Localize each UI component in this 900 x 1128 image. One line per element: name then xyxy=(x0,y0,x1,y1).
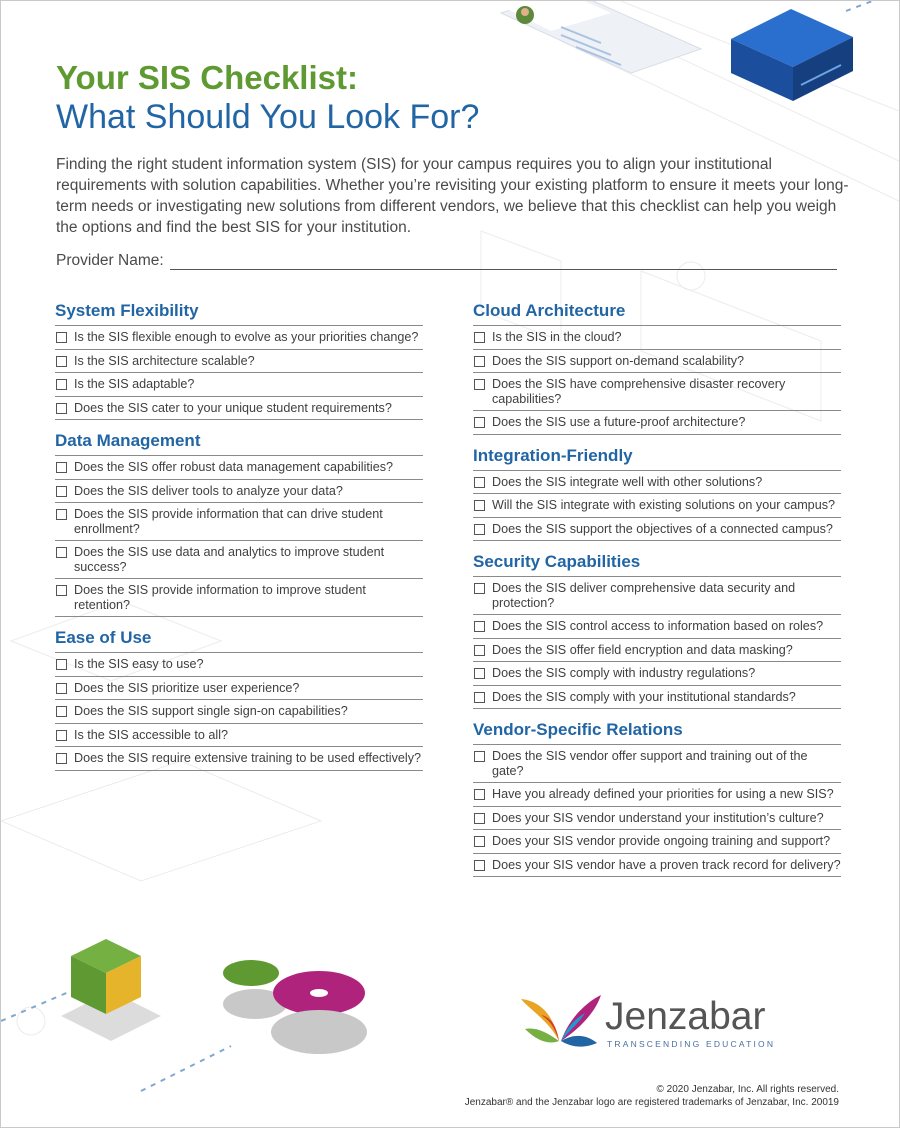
checkbox[interactable] xyxy=(474,332,485,343)
checklist-question: Does the SIS comply with your institutional standards? xyxy=(492,689,796,704)
checkbox[interactable] xyxy=(56,486,67,497)
checkbox[interactable] xyxy=(56,403,67,414)
intro-paragraph: Finding the right student information system (SIS) for your campus requires you to align your institutional requirements with solution capabilities. Whether you’re revisiting your existing platform to ensure it meets your long-term needs or investigating new solutions from different vendors, we believe that this checklist can help you weigh the options and find the best SIS for your institution. xyxy=(56,156,849,236)
checklist-question: Does the SIS use data and analytics to improve student success? xyxy=(74,545,385,574)
provider-name-field[interactable] xyxy=(170,255,837,270)
checkbox[interactable] xyxy=(56,706,67,717)
checklist-question: Does the SIS support the objectives of a connected campus? xyxy=(492,521,833,536)
brand-name: Jenzabar xyxy=(605,995,766,1038)
title-line-1: Your SIS Checklist: xyxy=(56,59,358,96)
gears-illustration xyxy=(223,960,367,1054)
checklist-item xyxy=(55,350,423,374)
checkbox[interactable] xyxy=(56,683,67,694)
checkbox[interactable] xyxy=(474,789,485,800)
checklist-item xyxy=(473,807,841,831)
checkbox[interactable] xyxy=(56,332,67,343)
checklist-question: Is the SIS accessible to all? xyxy=(74,727,229,742)
checkbox[interactable] xyxy=(474,692,485,703)
checklist-section xyxy=(55,300,423,420)
section-heading: Ease of Use xyxy=(55,627,423,653)
checklist-question: Does the SIS integrate well with other solutions? xyxy=(492,474,763,489)
cube-illustration xyxy=(61,939,161,1041)
checklist-item xyxy=(473,494,841,518)
checklist-question: Does the SIS cater to your unique student requirements? xyxy=(74,400,392,415)
checkbox[interactable] xyxy=(474,751,485,762)
checkbox[interactable] xyxy=(56,509,67,520)
section-heading: Cloud Architecture xyxy=(473,300,841,326)
brand-tagline: TRANSCENDING EDUCATION xyxy=(607,1039,776,1049)
checklist-item xyxy=(473,639,841,663)
checklist-section xyxy=(55,430,423,617)
checklist-question: Does your SIS vendor have a proven track record for delivery? xyxy=(492,857,841,872)
checklist-item xyxy=(55,579,423,617)
checkbox[interactable] xyxy=(474,860,485,871)
checklist-item xyxy=(55,653,423,677)
checklist-question: Have you already defined your priorities for using a new SIS? xyxy=(492,787,834,801)
checkbox[interactable] xyxy=(474,668,485,679)
checkbox[interactable] xyxy=(56,753,67,764)
checklist-item xyxy=(473,783,841,807)
section-heading: System Flexibility xyxy=(55,300,423,326)
checklist-question: Does the SIS support single sign-on capabilities? xyxy=(74,704,348,718)
checkbox[interactable] xyxy=(56,356,67,367)
checklist-item xyxy=(473,686,841,710)
checklist-question: Will the SIS integrate with existing solutions on your campus? xyxy=(492,498,835,512)
checklist-question: Does the SIS support on-demand scalability? xyxy=(492,353,745,368)
checklist-item xyxy=(55,456,423,480)
section-heading: Vendor-Specific Relations xyxy=(473,719,841,745)
checklist-section xyxy=(55,627,423,771)
checkbox[interactable] xyxy=(474,500,485,511)
checklist-item xyxy=(55,480,423,504)
checkbox[interactable] xyxy=(56,547,67,558)
checklist-question: Is the SIS easy to use? xyxy=(74,657,204,671)
checkbox[interactable] xyxy=(56,659,67,670)
checklist-item xyxy=(473,615,841,639)
right-column xyxy=(473,300,841,887)
checklist-question: Does the SIS provide information to improve student retention? xyxy=(74,583,366,612)
checklist-item xyxy=(55,677,423,701)
checkbox[interactable] xyxy=(474,379,485,390)
butterfly-icon xyxy=(519,991,603,1053)
checklist-item xyxy=(473,745,841,783)
checklist-item xyxy=(473,662,841,686)
checklist-section xyxy=(473,300,841,435)
checklist-question: Does your SIS vendor understand your institution’s culture? xyxy=(492,810,824,825)
checkbox[interactable] xyxy=(56,379,67,390)
checkbox[interactable] xyxy=(474,524,485,535)
section-heading: Data Management xyxy=(55,430,423,456)
checkbox[interactable] xyxy=(474,356,485,367)
checklist-question: Does the SIS offer field encryption and data masking? xyxy=(492,642,793,657)
checkbox[interactable] xyxy=(474,621,485,632)
checklist-section xyxy=(473,445,841,542)
provider-name-row xyxy=(56,252,837,270)
checkbox[interactable] xyxy=(474,477,485,488)
checklist-question: Is the SIS architecture scalable? xyxy=(74,353,255,368)
provider-name-label: Provider Name: xyxy=(56,252,164,269)
checkbox[interactable] xyxy=(474,813,485,824)
title-line-2: What Should You Look For? xyxy=(56,98,480,136)
checkbox[interactable] xyxy=(474,836,485,847)
checklist-question: Does the SIS comply with industry regulations? xyxy=(492,666,756,680)
checkbox[interactable] xyxy=(474,583,485,594)
checkbox[interactable] xyxy=(56,462,67,473)
left-column xyxy=(55,300,423,781)
checkbox[interactable] xyxy=(474,645,485,656)
trademark-text: Jenzabar® and the Jenzabar logo are registered trademarks of Jenzabar, Inc. 20019 xyxy=(464,1097,839,1108)
checklist-question: Does the SIS offer robust data management capabilities? xyxy=(74,460,394,474)
checklist-item xyxy=(473,411,841,435)
checklist-section xyxy=(473,719,841,877)
checklist-item xyxy=(55,541,423,579)
copyright-text: © 2020 Jenzabar, Inc. All rights reserved. xyxy=(656,1084,839,1095)
checklist-question: Does the SIS provide information that can drive student enrollment? xyxy=(74,507,383,536)
checklist-question: Is the SIS flexible enough to evolve as your priorities change? xyxy=(74,330,419,344)
checklist-question: Does the SIS have comprehensive disaster recovery capabilities? xyxy=(492,377,786,406)
laptop-illustration-top xyxy=(501,1,701,73)
checklist-question: Does the SIS deliver tools to analyze your data? xyxy=(74,483,343,498)
server-box-illustration xyxy=(731,9,853,101)
checklist-item xyxy=(55,747,423,771)
checklist-item xyxy=(473,326,841,350)
checklist-question: Does the SIS prioritize user experience? xyxy=(74,680,300,695)
checklist-question: Does the SIS control access to information based on roles? xyxy=(492,619,824,633)
checklist-item xyxy=(473,350,841,374)
checklist-item xyxy=(55,397,423,421)
checkbox[interactable] xyxy=(56,730,67,741)
footer xyxy=(465,1083,839,1109)
checklist-question: Is the SIS in the cloud? xyxy=(492,330,622,344)
jenzabar-logo xyxy=(519,991,779,1055)
section-heading: Security Capabilities xyxy=(473,551,841,577)
checklist-item xyxy=(55,503,423,541)
checkbox[interactable] xyxy=(474,417,485,428)
checklist-item xyxy=(55,326,423,350)
checklist-item xyxy=(55,373,423,397)
checklist-item xyxy=(55,724,423,748)
checklist-question: Is the SIS adaptable? xyxy=(74,377,195,391)
section-heading: Integration-Friendly xyxy=(473,445,841,471)
checklist-item xyxy=(473,518,841,542)
checklist-question: Does your SIS vendor provide ongoing training and support? xyxy=(492,834,831,848)
checklist-section xyxy=(473,551,841,709)
checklist-item xyxy=(473,854,841,878)
checklist-question: Does the SIS vendor offer support and training out of the gate? xyxy=(492,749,808,778)
checklist-item xyxy=(473,830,841,854)
checkbox[interactable] xyxy=(56,585,67,596)
checklist-item xyxy=(473,373,841,411)
checklist-question: Does the SIS require extensive training to be used effectively? xyxy=(74,751,421,765)
checklist-question: Does the SIS use a future-proof architecture? xyxy=(492,415,746,429)
checklist-item xyxy=(473,471,841,495)
checklist-question: Does the SIS deliver comprehensive data security and protection? xyxy=(492,581,796,610)
checklist-item xyxy=(473,577,841,615)
checklist-item xyxy=(55,700,423,724)
